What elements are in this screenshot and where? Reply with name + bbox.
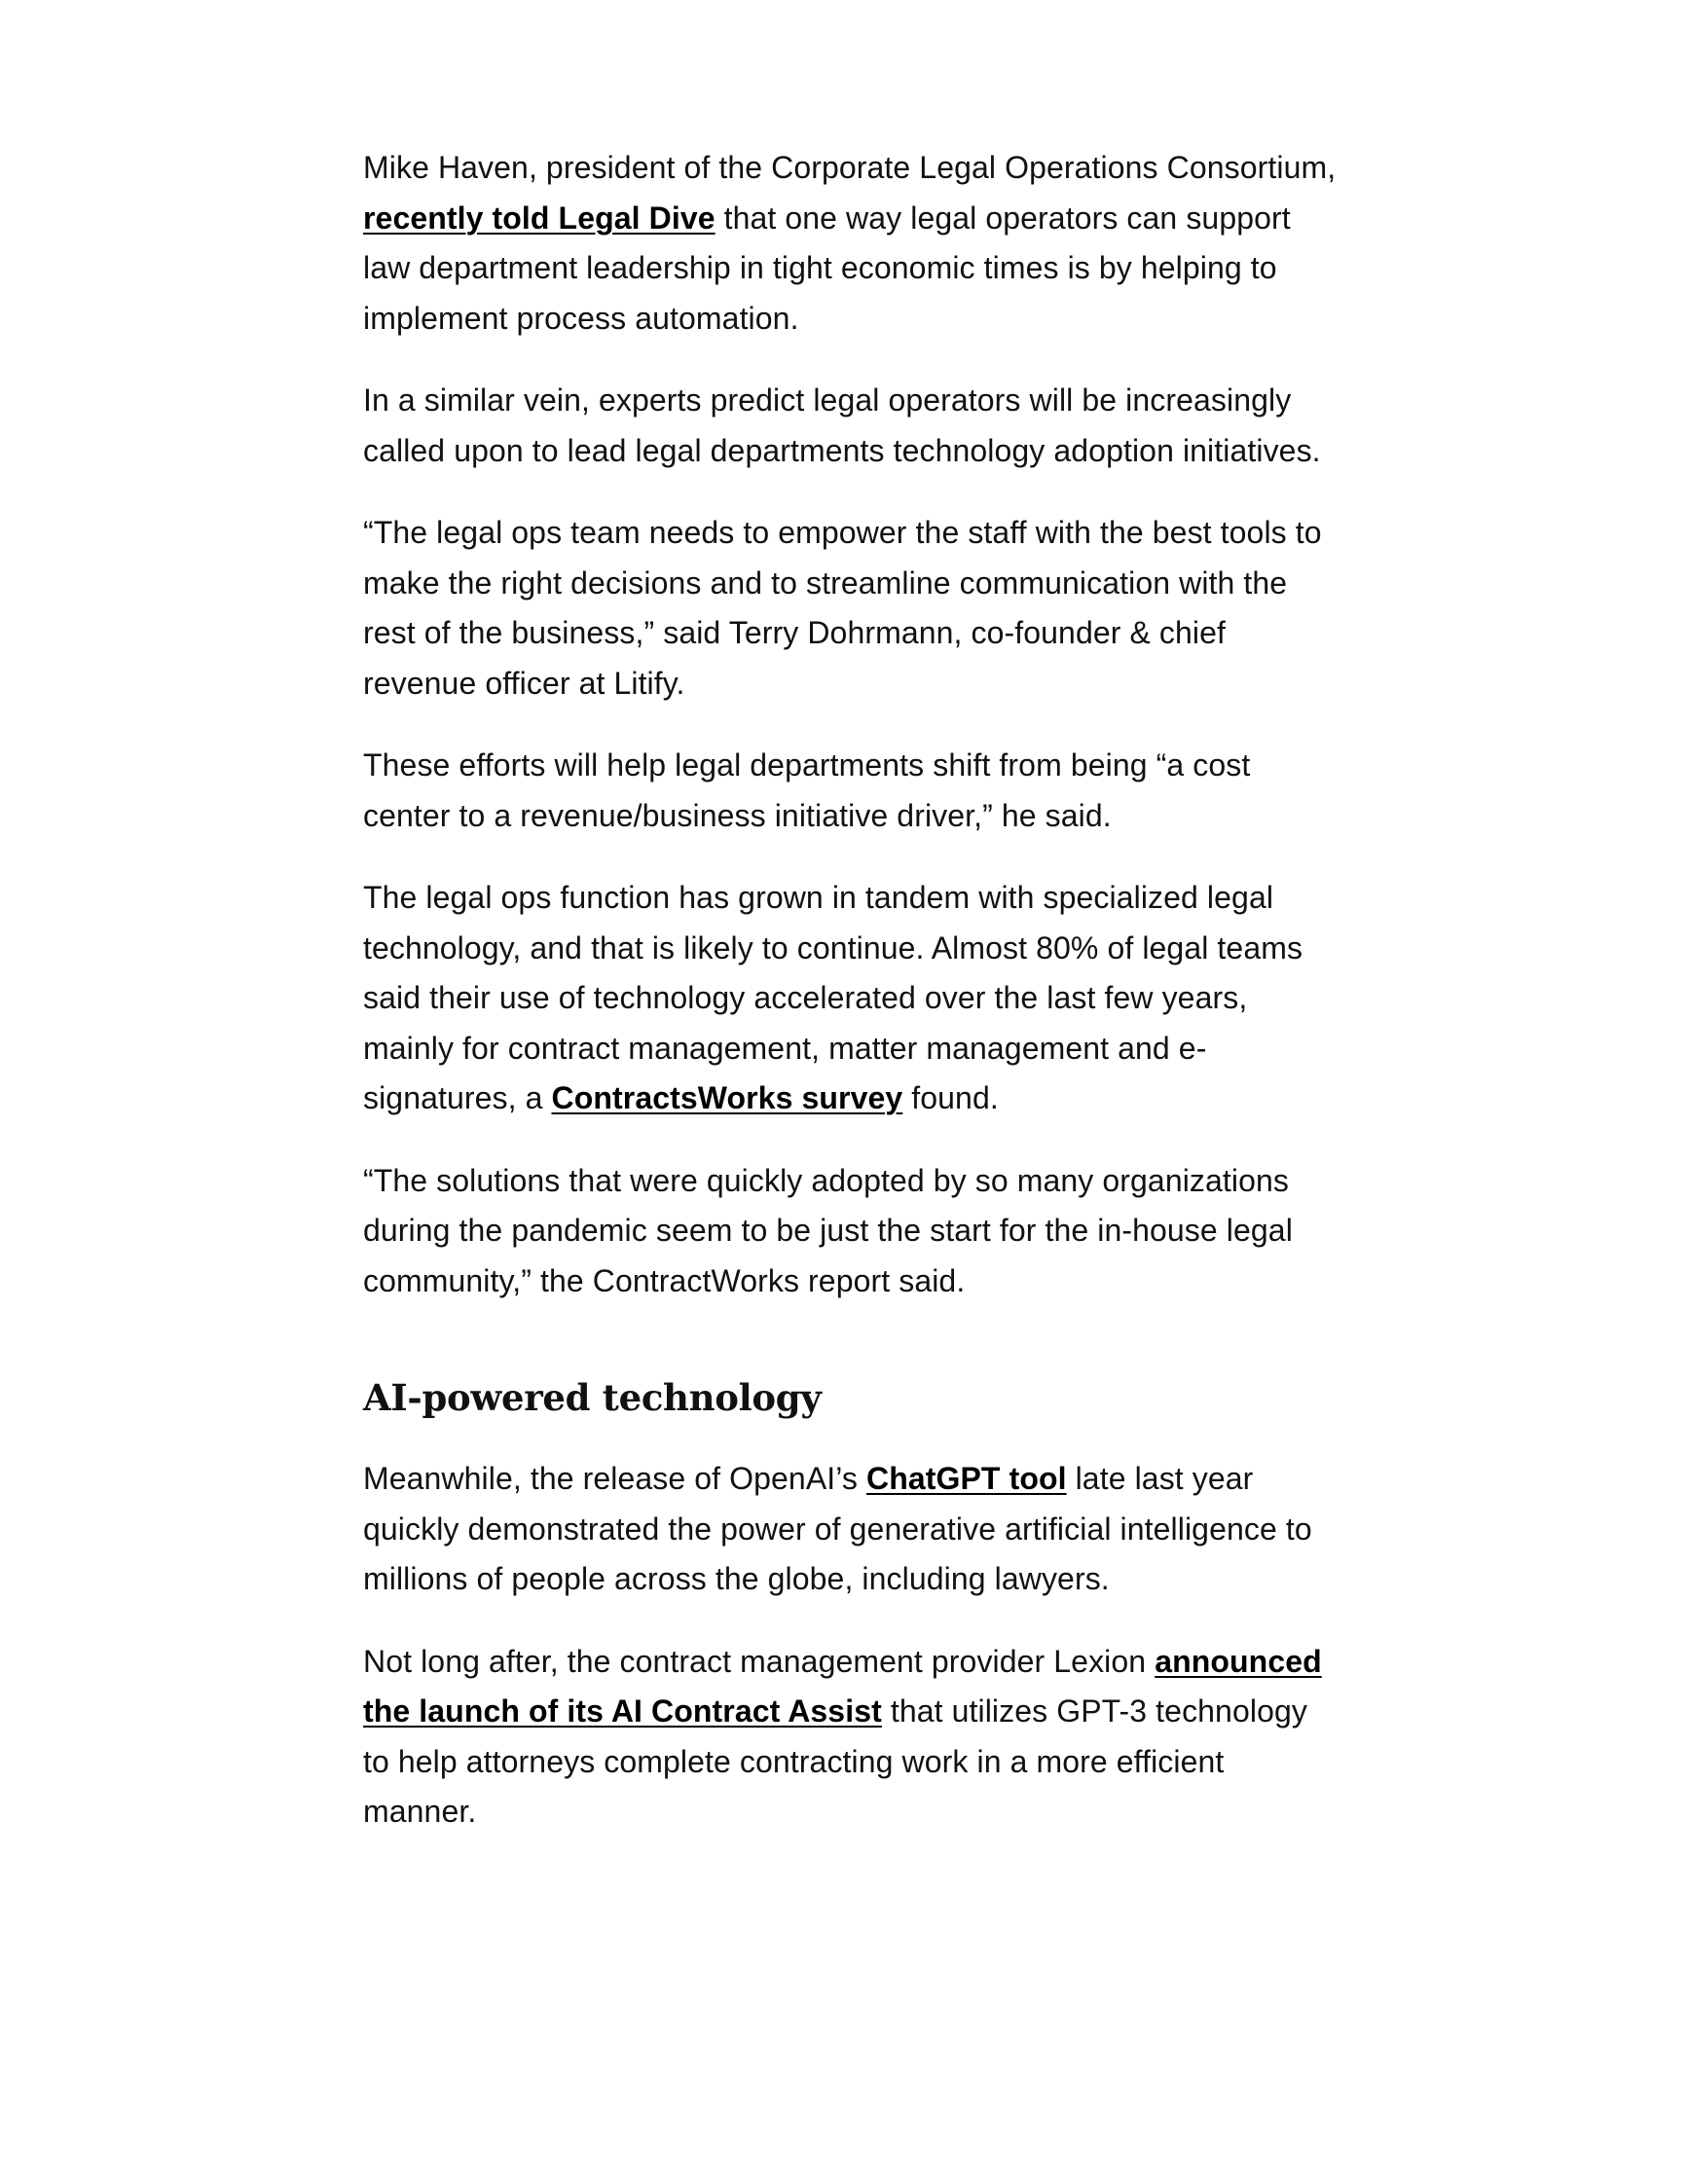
article-body xyxy=(363,143,1337,1870)
paragraph-text: The legal ops function has grown in tandem with specialized legal technology, and that is likely to continue. Almost 80% of legal teams said their use of technology accelerated over the last few years, mainly for contract management, matter management and e-signatures, a xyxy=(363,880,1303,1115)
paragraph-text: Mike Haven, president of the Corporate Legal Operations Consortium, xyxy=(363,150,1337,185)
paragraph-text: Meanwhile, the release of OpenAI’s xyxy=(363,1461,866,1496)
paragraph-text: that utilizes GPT-3 technology to help attorneys complete contracting work in a more efficient manner. xyxy=(363,1693,1307,1829)
link-ai-contract-assist[interactable]: announced the launch of its AI Contract Assist xyxy=(363,1643,1322,1729)
paragraph-text: Not long after, the contract management provider Lexion xyxy=(363,1643,1156,1679)
paragraph-contractworks-report: “The solutions that were quickly adopted by so many organizations during the pandemic seem to be just the start for the in-house legal community,” the ContractWorks report said. xyxy=(363,1162,1293,1298)
paragraph-text: late last year quickly demonstrated the power of generative artificial intelligence to millions of people across the globe, including lawyers. xyxy=(363,1461,1312,1596)
paragraph-text: that one way legal operators can support law department leadership in tight economic times is by helping to implement process automation. xyxy=(363,200,1291,336)
paragraph-dohrmann-quote: “The legal ops team needs to empower the staff with the best tools to make the right decisions and to streamline communication with the rest of the business,” said Terry Dohrmann, co-founder & chief revenue officer at Litify. xyxy=(363,515,1322,701)
paragraph-haven xyxy=(363,143,1337,344)
paragraph-text: found. xyxy=(902,1080,999,1115)
link-recently-told-legal-dive[interactable]: recently told Legal Dive xyxy=(363,200,716,236)
paragraph-legal-ops-growth xyxy=(363,873,1337,1124)
paragraph-chatgpt xyxy=(363,1454,1337,1605)
link-contractsworks-survey[interactable]: ContractsWorks survey xyxy=(551,1080,903,1115)
paragraph-lexion xyxy=(363,1637,1337,1838)
paragraph-similar-vein: In a similar vein, experts predict legal operators will be increasingly called upon to lead legal departments technology adoption initiatives. xyxy=(363,382,1321,468)
paragraph-cost-center: These efforts will help legal departments shift from being “a cost center to a revenue/business initiative driver,” he said. xyxy=(363,747,1251,833)
link-chatgpt-tool[interactable]: ChatGPT tool xyxy=(865,1461,1067,1496)
section-heading-ai: AI-powered technology xyxy=(363,1376,822,1419)
